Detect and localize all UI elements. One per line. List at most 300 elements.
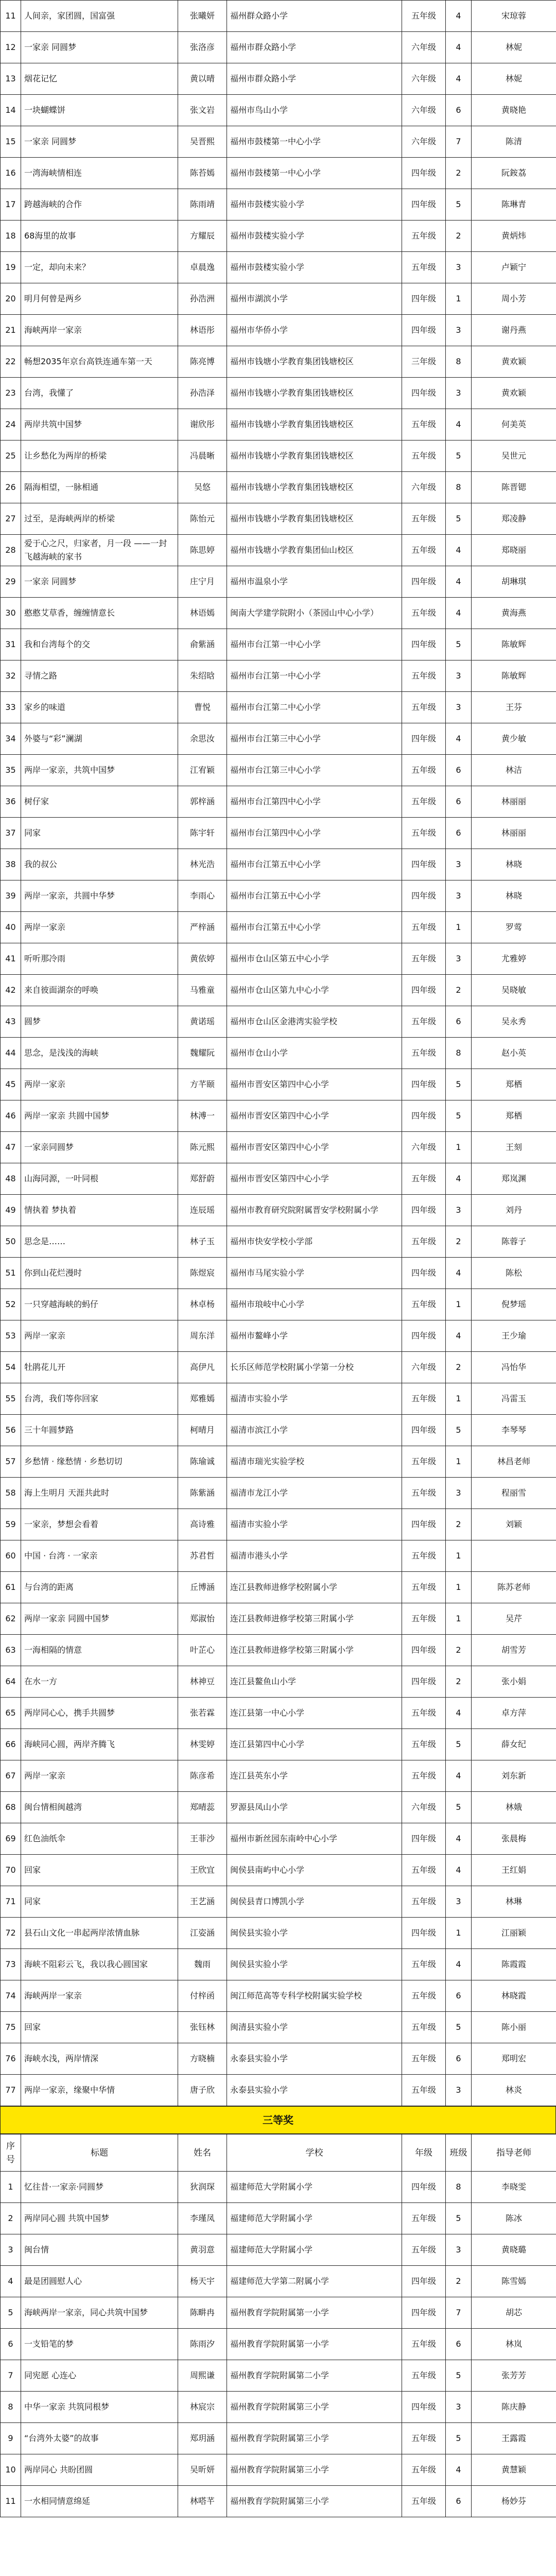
row-name: 郑晴蕊	[178, 1792, 227, 1823]
table-row	[1, 32, 556, 63]
row-grade: 五年级	[402, 1949, 446, 1980]
row-no: 76	[1, 2043, 21, 2075]
row-name: 卓晨逸	[178, 252, 227, 283]
row-grade: 五年级	[402, 1603, 446, 1635]
row-title: 跨越海峡的合作	[21, 189, 178, 221]
row-school: 福州市钱塘小学教育集团钱塘校区	[227, 409, 402, 440]
row-title: 同宪愿 心连心	[21, 2360, 178, 2392]
row-title: 一家亲，梦想会看着	[21, 1509, 178, 1540]
row-name: 余思汝	[178, 723, 227, 755]
row-class: 4	[446, 723, 472, 755]
row-school: 闽侯县实验小学	[227, 1949, 402, 1980]
row-grade: 五年级	[402, 440, 446, 472]
row-title: 一水相同情意绵延	[21, 2486, 178, 2517]
row-name: 孙浩洲	[178, 283, 227, 315]
row-grade: 五年级	[402, 2454, 446, 2486]
row-no: 47	[1, 1132, 21, 1163]
row-title: 一家亲 同圆梦	[21, 32, 178, 63]
row-grade: 五年级	[402, 1, 446, 32]
row-class: 8	[446, 472, 472, 503]
row-grade: 六年级	[402, 63, 446, 95]
row-teacher: 陈小丽	[472, 2012, 556, 2043]
row-no: 61	[1, 1572, 21, 1603]
row-no: 50	[1, 1226, 21, 1258]
row-no: 17	[1, 189, 21, 221]
row-school: 福州市台江第四中心小学	[227, 786, 402, 818]
row-grade: 五年级	[402, 535, 446, 566]
row-name: 周东洋	[178, 1320, 227, 1352]
row-name: 李瑾凤	[178, 2203, 227, 2234]
row-teacher: 黄炳炜	[472, 221, 556, 252]
row-name: 庄宁月	[178, 566, 227, 598]
row-name: 林卓杨	[178, 1289, 227, 1320]
row-name: 魏雨	[178, 1949, 227, 1980]
row-no: 64	[1, 1666, 21, 1698]
table-row	[1, 849, 556, 880]
table-row	[1, 975, 556, 1006]
row-teacher: 刘颖	[472, 1509, 556, 1540]
row-grade: 三年级	[402, 346, 446, 378]
row-school: 福清市龙江小学	[227, 1478, 402, 1509]
row-no: 30	[1, 598, 21, 629]
row-no: 55	[1, 1383, 21, 1415]
row-teacher: 尤雅婷	[472, 943, 556, 975]
row-class: 5	[446, 1069, 472, 1100]
table-row	[1, 2392, 556, 2423]
row-grade: 四年级	[402, 1666, 446, 1698]
row-class: 3	[446, 943, 472, 975]
row-title: 憨憨艾草香，缠缠情意长	[21, 598, 178, 629]
row-teacher: 黄晓璐	[472, 2234, 556, 2266]
row-name: 王艺涵	[178, 1886, 227, 1918]
row-school: 闽侯县青口博凯小学	[227, 1886, 402, 1918]
row-teacher: 卓方萍	[472, 1698, 556, 1729]
table-row	[1, 1666, 556, 1698]
row-name: 方耀辰	[178, 221, 227, 252]
row-title: 一海相隔的情意	[21, 1635, 178, 1666]
row-class: 6	[446, 95, 472, 126]
row-school: 福州市马尾实验小学	[227, 1258, 402, 1289]
row-name: 黄以晴	[178, 63, 227, 95]
row-no: 69	[1, 1823, 21, 1855]
row-teacher: 李琴琴	[472, 1415, 556, 1446]
row-class: 4	[446, 1, 472, 32]
row-no: 10	[1, 2454, 21, 2486]
row-class: 7	[446, 2297, 472, 2329]
row-title: 两岸同心 共盼团圆	[21, 2454, 178, 2486]
table-row	[1, 2329, 556, 2360]
row-no: 48	[1, 1163, 21, 1195]
row-school: 福州市钱塘小学教育集团钱塘校区	[227, 346, 402, 378]
row-teacher: 郑凌静	[472, 503, 556, 535]
table-row	[1, 2266, 556, 2297]
row-teacher: 陈晋锶	[472, 472, 556, 503]
row-name: 柯晴月	[178, 1415, 227, 1446]
table-row	[1, 1415, 556, 1446]
row-teacher: 赵小英	[472, 1038, 556, 1069]
row-no: 38	[1, 849, 21, 880]
row-no: 39	[1, 880, 21, 912]
row-grade: 五年级	[402, 2486, 446, 2517]
row-title: 中华一家亲 共筑同根梦	[21, 2392, 178, 2423]
row-teacher: 王芬	[472, 692, 556, 723]
row-grade: 五年级	[402, 2423, 446, 2454]
row-class: 3	[446, 1195, 472, 1226]
row-name: 吴昕妍	[178, 2454, 227, 2486]
row-teacher: 胡雪芳	[472, 1635, 556, 1666]
row-class: 3	[446, 1886, 472, 1918]
row-title: 思念，是浅浅的海峡	[21, 1038, 178, 1069]
row-no: 49	[1, 1195, 21, 1226]
row-title: 回家	[21, 1855, 178, 1886]
row-class: 3	[446, 2392, 472, 2423]
row-grade: 四年级	[402, 1258, 446, 1289]
row-title: 我的叔公	[21, 849, 178, 880]
table-row	[1, 1855, 556, 1886]
row-name: 陈思婷	[178, 535, 227, 566]
row-school: 福州市晋安区第四中心小学	[227, 1100, 402, 1132]
row-name: 付梓函	[178, 1980, 227, 2012]
row-class: 2	[446, 1635, 472, 1666]
table-row	[1, 1446, 556, 1478]
row-title: 外婆与“彩”澜湖	[21, 723, 178, 755]
table-row	[1, 880, 556, 912]
row-school: 福州市教育研究院附属晋安学校附属小学	[227, 1195, 402, 1226]
table-row	[1, 221, 556, 252]
row-grade: 五年级	[402, 660, 446, 692]
row-class: 8	[446, 2172, 472, 2203]
table-row	[1, 158, 556, 189]
row-grade: 六年级	[402, 1792, 446, 1823]
table-row	[1, 1540, 556, 1572]
row-title: 让乡愁化为两岸的桥梁	[21, 440, 178, 472]
row-name: 魏耀阮	[178, 1038, 227, 1069]
row-grade: 四年级	[402, 629, 446, 660]
row-grade: 五年级	[402, 1572, 446, 1603]
table-row	[1, 1132, 556, 1163]
row-class: 4	[446, 1823, 472, 1855]
table-row	[1, 1320, 556, 1352]
row-name: 林嗒芊	[178, 2486, 227, 2517]
row-grade: 四年级	[402, 158, 446, 189]
table-row	[1, 1823, 556, 1855]
row-name: 郑舒蔚	[178, 1163, 227, 1195]
row-class: 2	[446, 221, 472, 252]
row-teacher: 黄欢颖	[472, 346, 556, 378]
row-title: 海峡不阻彩云飞，我以我心圆国家	[21, 1949, 178, 1980]
row-teacher: 陈雪嫣	[472, 2266, 556, 2297]
row-class: 3	[446, 692, 472, 723]
row-school: 福州教育学院附属第三小学	[227, 2454, 402, 2486]
row-title: 隔海相望，一脉相通	[21, 472, 178, 503]
row-teacher: 林岚	[472, 2329, 556, 2360]
row-school: 福州市群众路小学	[227, 32, 402, 63]
row-class: 1	[446, 1918, 472, 1949]
row-teacher: 林娥	[472, 1792, 556, 1823]
row-school: 福州市钱塘小学教育集团钱塘校区	[227, 378, 402, 409]
row-class: 2	[446, 1509, 472, 1540]
row-no: 58	[1, 1478, 21, 1509]
row-no: 11	[1, 2486, 21, 2517]
row-grade: 四年级	[402, 2172, 446, 2203]
row-no: 67	[1, 1760, 21, 1792]
row-school: 福州教育学院附属第一小学	[227, 2329, 402, 2360]
row-teacher: 张芳芳	[472, 2360, 556, 2392]
row-school: 连江县教师进修学校附属小学	[227, 1572, 402, 1603]
table-row	[1, 126, 556, 158]
row-grade: 五年级	[402, 1855, 446, 1886]
row-name: 陈苔嫣	[178, 158, 227, 189]
row-name: 杨天宇	[178, 2266, 227, 2297]
row-no: 66	[1, 1729, 21, 1760]
row-class: 3	[446, 1478, 472, 1509]
row-title: 闽台情	[21, 2234, 178, 2266]
row-grade: 四年级	[402, 1918, 446, 1949]
row-no: 19	[1, 252, 21, 283]
row-name: 陈怡元	[178, 503, 227, 535]
row-no: 46	[1, 1100, 21, 1132]
row-teacher: 林晓霞	[472, 1980, 556, 2012]
row-no: 44	[1, 1038, 21, 1069]
row-teacher: 王刻	[472, 1132, 556, 1163]
row-name: 陈元熙	[178, 1132, 227, 1163]
row-name: 陈彦希	[178, 1760, 227, 1792]
row-grade: 五年级	[402, 1698, 446, 1729]
row-teacher: 黄慧颖	[472, 2454, 556, 2486]
row-school: 福州市台江第五中心小学	[227, 912, 402, 943]
table-header-row	[1, 2134, 556, 2172]
row-class: 1	[446, 1383, 472, 1415]
row-class: 3	[446, 660, 472, 692]
row-grade: 五年级	[402, 692, 446, 723]
row-grade: 四年级	[402, 1100, 446, 1132]
row-grade: 五年级	[402, 2075, 446, 2106]
row-name: 陈煜宸	[178, 1258, 227, 1289]
row-class: 5	[446, 1792, 472, 1823]
row-no: 12	[1, 32, 21, 63]
row-teacher: 罗莺	[472, 912, 556, 943]
row-school: 闽侯县南屿中心小学	[227, 1855, 402, 1886]
table-row	[1, 1949, 556, 1980]
row-grade: 五年级	[402, 2329, 446, 2360]
row-grade: 五年级	[402, 1289, 446, 1320]
row-teacher: 程丽雪	[472, 1478, 556, 1509]
row-name: 王菲沙	[178, 1823, 227, 1855]
row-class: 4	[446, 535, 472, 566]
row-title: 闽台情相闽越湾	[21, 1792, 178, 1823]
table-row	[1, 1635, 556, 1666]
row-no: 27	[1, 503, 21, 535]
row-school: 福清市滨江小学	[227, 1415, 402, 1446]
row-teacher	[472, 1540, 556, 1572]
table-row	[1, 1886, 556, 1918]
table-row	[1, 2454, 556, 2486]
row-grade: 五年级	[402, 818, 446, 849]
row-name: 谢欣彤	[178, 409, 227, 440]
row-school: 福州市台江第三中心小学	[227, 755, 402, 786]
table-row	[1, 1289, 556, 1320]
row-class: 6	[446, 2329, 472, 2360]
row-name: 张文岩	[178, 95, 227, 126]
row-teacher: 王红娟	[472, 1855, 556, 1886]
row-grade: 五年级	[402, 1163, 446, 1195]
header-class: 班级	[446, 2134, 472, 2172]
row-school: 连江县第四中心小学	[227, 1729, 402, 1760]
row-school: 福州市琅岐中心小学	[227, 1289, 402, 1320]
row-school: 闽南大学建学院附小（茶园山中心小学）	[227, 598, 402, 629]
row-class: 1	[446, 1540, 472, 1572]
row-no: 13	[1, 63, 21, 95]
table-row	[1, 1509, 556, 1540]
row-teacher: 刘丹	[472, 1195, 556, 1226]
row-class: 6	[446, 1980, 472, 2012]
row-no: 53	[1, 1320, 21, 1352]
row-name: 江宥颖	[178, 755, 227, 786]
row-grade: 五年级	[402, 2360, 446, 2392]
table-row	[1, 2360, 556, 2392]
header-name: 姓名	[178, 2134, 227, 2172]
row-school: 闽清县实验小学	[227, 2012, 402, 2043]
row-title: 红色油纸伞	[21, 1823, 178, 1855]
table-row	[1, 1792, 556, 1823]
row-grade: 四年级	[402, 1509, 446, 1540]
table-row	[1, 535, 556, 566]
third-prize-banner: 三等奖	[0, 2106, 556, 2134]
row-no: 29	[1, 566, 21, 598]
row-grade: 五年级	[402, 1446, 446, 1478]
row-no: 62	[1, 1603, 21, 1635]
header-school: 学校	[227, 2134, 402, 2172]
row-name: 周熙谦	[178, 2360, 227, 2392]
row-title: 爱于心之尺，归家者，月一段 ——一封飞越海峡的家书	[21, 535, 178, 566]
table-row	[1, 63, 556, 95]
row-no: 18	[1, 221, 21, 252]
row-title: 畅想2035年京台高铁连通车第一天	[21, 346, 178, 378]
row-school: 连江县英东小学	[227, 1760, 402, 1792]
row-class: 2	[446, 158, 472, 189]
row-name: 严梓涵	[178, 912, 227, 943]
row-name: 江姿涵	[178, 1918, 227, 1949]
row-teacher: 吴芹	[472, 1603, 556, 1635]
row-teacher: 郑栖	[472, 1100, 556, 1132]
table-row	[1, 660, 556, 692]
row-no: 65	[1, 1698, 21, 1729]
row-title: 海峡同心圆，两岸齐腾飞	[21, 1729, 178, 1760]
row-school: 福州市鼓楼实验小学	[227, 221, 402, 252]
row-title: 乡愁情 · 缘愁情 · 乡愁切切	[21, 1446, 178, 1478]
row-teacher: 张晨梅	[472, 1823, 556, 1855]
row-grade: 五年级	[402, 221, 446, 252]
row-school: 福建师范大学附属小学	[227, 2234, 402, 2266]
row-class: 1	[446, 1572, 472, 1603]
row-teacher: 陈蓉子	[472, 1226, 556, 1258]
row-name: 郭梓涵	[178, 786, 227, 818]
row-grade: 六年级	[402, 472, 446, 503]
row-grade: 四年级	[402, 723, 446, 755]
row-class: 8	[446, 1038, 472, 1069]
row-name: 张钰林	[178, 2012, 227, 2043]
row-name: 陈雨靖	[178, 189, 227, 221]
row-school: 福州教育学院附属第三小学	[227, 2423, 402, 2454]
row-name: 林语嫣	[178, 598, 227, 629]
row-no: 43	[1, 1006, 21, 1038]
row-name: 林语彤	[178, 315, 227, 346]
row-title: 两岸一家亲	[21, 1069, 178, 1100]
table-row	[1, 1572, 556, 1603]
row-no: 56	[1, 1415, 21, 1446]
row-class: 4	[446, 1163, 472, 1195]
row-teacher: 郑栖	[472, 1069, 556, 1100]
row-grade: 四年级	[402, 880, 446, 912]
row-title: 一家亲同圆梦	[21, 1132, 178, 1163]
row-no: 74	[1, 1980, 21, 2012]
row-name: 孙浩泽	[178, 378, 227, 409]
row-grade: 五年级	[402, 503, 446, 535]
row-grade: 四年级	[402, 2266, 446, 2297]
row-title: 两岸一家亲 共圆中国梦	[21, 1100, 178, 1132]
row-teacher: 胡芯	[472, 2297, 556, 2329]
row-no: 16	[1, 158, 21, 189]
row-no: 20	[1, 283, 21, 315]
header-no: 序号	[1, 2134, 21, 2172]
row-school: 福州市晋安区第四中心小学	[227, 1163, 402, 1195]
row-name: 曹悦	[178, 692, 227, 723]
row-school: 连江县教师进修学校第三附属小学	[227, 1603, 402, 1635]
row-grade: 四年级	[402, 1823, 446, 1855]
row-class: 4	[446, 1320, 472, 1352]
table-row	[1, 2203, 556, 2234]
row-school: 福州市钱塘小学教育集团钱塘校区	[227, 440, 402, 472]
row-grade: 四年级	[402, 189, 446, 221]
row-grade: 六年级	[402, 95, 446, 126]
row-no: 32	[1, 660, 21, 692]
row-no: 34	[1, 723, 21, 755]
row-class: 1	[446, 912, 472, 943]
row-teacher: 林丽丽	[472, 818, 556, 849]
row-teacher: 吴晓敏	[472, 975, 556, 1006]
row-no: 70	[1, 1855, 21, 1886]
row-school: 连江县第一中心小学	[227, 1698, 402, 1729]
row-school: 福州市群众路小学	[227, 63, 402, 95]
row-class: 2	[446, 1666, 472, 1698]
row-no: 37	[1, 818, 21, 849]
row-name: 苏君哲	[178, 1540, 227, 1572]
table-row	[1, 1383, 556, 1415]
table-row	[1, 2012, 556, 2043]
row-class: 4	[446, 1760, 472, 1792]
row-grade: 五年级	[402, 912, 446, 943]
row-title: 一家亲 同圆梦	[21, 126, 178, 158]
row-title: 山海同源，一叶同根	[21, 1163, 178, 1195]
table-row	[1, 1163, 556, 1195]
row-teacher: 张小娟	[472, 1666, 556, 1698]
row-title: 过至，是海峡两岸的桥梁	[21, 503, 178, 535]
row-no: 68	[1, 1792, 21, 1823]
row-teacher: 江丽颖	[472, 1918, 556, 1949]
row-class: 1	[446, 1132, 472, 1163]
row-no: 75	[1, 2012, 21, 2043]
row-school: 福州市仓山小学	[227, 1038, 402, 1069]
header-title: 标题	[21, 2134, 178, 2172]
row-class: 3	[446, 252, 472, 283]
row-title: 两岸同心圆 共筑中国梦	[21, 2203, 178, 2234]
header-teacher: 指导老师	[472, 2134, 556, 2172]
row-class: 3	[446, 2234, 472, 2266]
row-teacher: 林妮	[472, 32, 556, 63]
table-row	[1, 2486, 556, 2517]
row-class: 6	[446, 786, 472, 818]
row-name: 林溥一	[178, 1100, 227, 1132]
